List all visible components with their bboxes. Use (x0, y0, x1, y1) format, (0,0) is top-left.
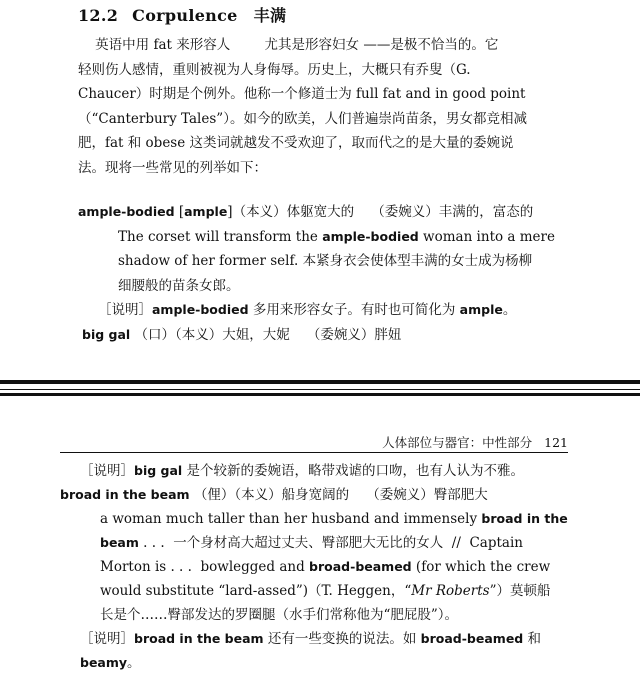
example-term: broad-beamed (309, 559, 412, 574)
example-text: a woman much taller than her husband and immensely (100, 511, 482, 527)
section-number: 12.2 (78, 6, 119, 25)
example-line (60, 507, 580, 531)
running-head (60, 434, 568, 453)
note-text: 是个较新的委婉语，略带戏谑的口吻，也有人认为不雅。 (182, 463, 524, 479)
note-label: ［说明］ (80, 463, 134, 479)
entry-big-gal (78, 323, 588, 348)
section-heading (78, 4, 286, 29)
example-line: 长是个……臀部发达的罗圈腿（水手们常称他为“肥屁股”）。 (100, 607, 459, 623)
bracket-term: ample (184, 204, 228, 219)
entry-ample-bodied (78, 200, 588, 347)
example-line (60, 531, 580, 555)
note-text: 。 (127, 655, 141, 671)
note-term: big gal (134, 463, 183, 478)
page-number: 121 (544, 435, 568, 450)
example-line (78, 225, 588, 250)
example-text: Morton is . . . bowlegged and (100, 559, 310, 575)
example-text: The corset will transform the (118, 228, 323, 245)
entry-headline (78, 200, 588, 225)
note-label: ［说明］ (98, 302, 152, 318)
bracket-open: [ (174, 204, 185, 220)
section-title-zh: 丰满 (253, 6, 287, 25)
intro-line: 肥，fat 和 obese 这类词就越发不受欢迎了，取而代之的是大量的委婉说 (78, 135, 514, 151)
example-text: ”）莫顿船 (489, 583, 551, 599)
note-term: broad in the beam (134, 631, 264, 646)
example-term: broad in the (481, 511, 568, 526)
intro-line: 法。现将一些常见的列举如下： (78, 159, 267, 176)
example-term: beam (100, 535, 139, 550)
note-label: ［说明］ (80, 631, 134, 647)
example-line: 细腰般的苗条女郎。 (118, 277, 240, 294)
intro-line: 轻则伤人感情，重则被视为人身侮辱。历史上，大概只有乔叟（G. (78, 61, 471, 78)
entry-headline (60, 483, 580, 507)
headword: broad in the beam (60, 487, 190, 502)
example-line (60, 579, 580, 603)
usage-note (60, 459, 580, 483)
bracket-close: ] (227, 204, 233, 220)
example-text: (for which the crew (411, 559, 551, 575)
example-line: shadow of her former self. 本紧身衣会使体型丰满的女士成为杨柳 (118, 253, 533, 269)
definitions: （口）（本义）大姐，大妮 （委婉义）胖妞 (134, 326, 402, 343)
example-line (60, 555, 580, 579)
note-continuation (60, 651, 580, 675)
definitions: （俚）（本义）船身宽阔的 （委婉义）臀部肥大 (193, 487, 488, 503)
note-text: 和 (523, 631, 542, 647)
note-term: ample-bodied (152, 302, 249, 317)
example-text: woman into a mere (418, 228, 555, 245)
example-text: . . . 一个身材高大超过丈夫、臀部肥大无比的女人 // Captain (138, 535, 523, 551)
note-text: 多用来形容女子。有时也可简化为 (248, 302, 460, 318)
usage-note (60, 627, 580, 651)
example-term: ample-bodied (322, 228, 419, 244)
running-head-title: 人体部位与器官：中性部分 (382, 435, 533, 450)
divider-line (0, 389, 640, 390)
page-divider (0, 380, 640, 396)
definitions: （本义）体躯宽大的 （委婉义）丰满的，富态的 (232, 204, 534, 220)
note-term: ample (459, 302, 503, 317)
intro-paragraph (78, 33, 578, 180)
note-text: 。 (502, 302, 517, 318)
intro-line: Chaucer）时期是个例外。他称一个修道士为 full fat and in good point (78, 86, 526, 102)
headword: big gal (82, 326, 131, 342)
entry-broad-in-the-beam (60, 459, 580, 675)
intro-line: 英语中用 fat 来形容人 尤其是形容妇女 ——是极不恰当的。它 (78, 37, 499, 53)
note-term: beamy (80, 655, 128, 670)
note-term: broad-beamed (420, 631, 524, 646)
usage-note (78, 298, 588, 323)
bottom-page (0, 398, 640, 679)
note-text: 还有一些变换的说法。如 (263, 631, 421, 647)
example-title: Mr Roberts (411, 583, 490, 599)
section-title-en: Corpulence (132, 6, 238, 25)
intro-line: （“Canterbury Tales”）。如今的欧美，人们普遍崇尚苗条，男女都竞相减 (78, 110, 527, 127)
headword: ample-bodied (78, 204, 175, 219)
example-text: would substitute “lard-assed”)（T. Heggen，“ (100, 583, 412, 599)
